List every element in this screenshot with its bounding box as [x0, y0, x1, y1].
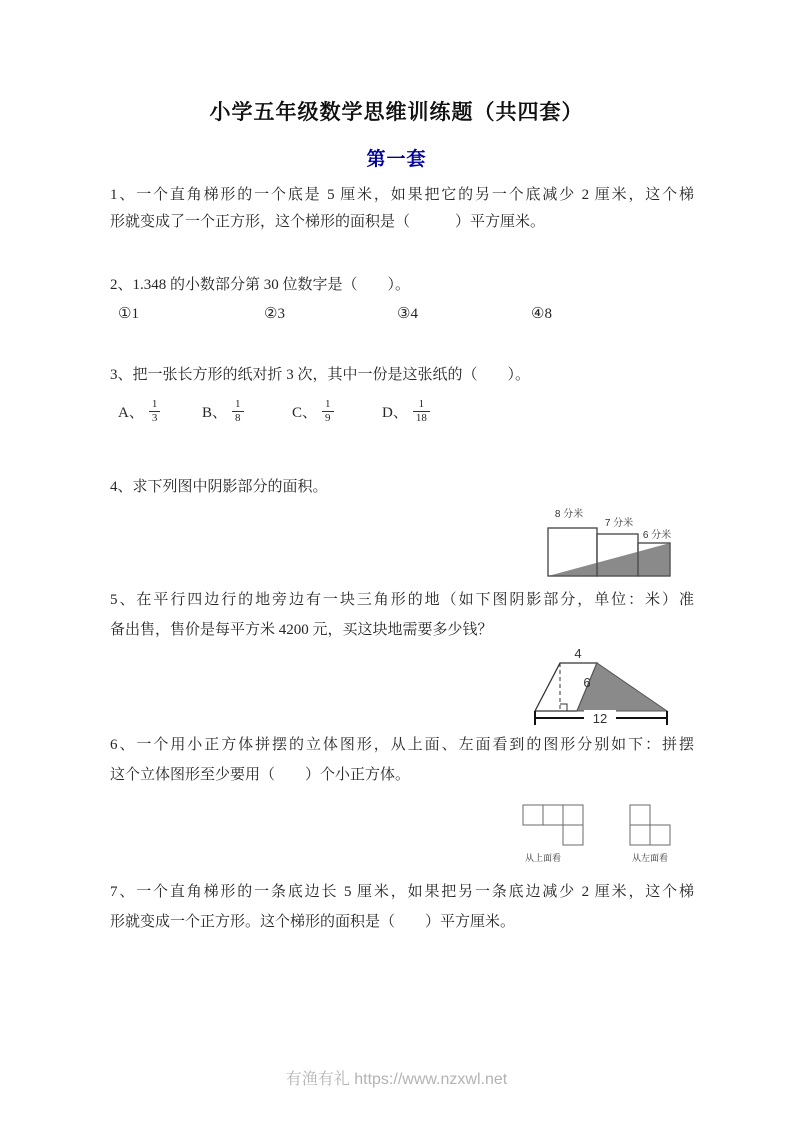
left-view-caption: 从左面看 — [631, 853, 669, 863]
q3-option-b — [202, 398, 244, 424]
question-1-line-1: 1、一个直角梯形的一个底是 5 厘米，如果把它的另一个底减少 2 厘米，这个梯 — [110, 187, 694, 203]
cell — [523, 805, 543, 825]
fraction: $\frac{1}{9}$ — [322, 398, 334, 424]
q2-option-4: ④8 — [531, 306, 552, 322]
q3-option-d — [382, 398, 430, 424]
question-5-line-1: 5、在平行四边行的地旁边有一块三角形的地（如下图阴影部分，单位：米）准 — [110, 592, 694, 608]
footer-watermark: 有渔有礼 https://www.nzxwl.net — [285, 1071, 508, 1088]
q5-land-figure — [528, 643, 678, 743]
q3-option-c — [292, 398, 334, 424]
question-7-line-2: 形就变成一个正方形。这个梯形的面积是（ ）平方厘米。 — [110, 914, 516, 930]
fraction: $\frac{1}{8}$ — [232, 398, 244, 424]
cell — [563, 825, 583, 845]
cell — [630, 825, 650, 845]
q3-option-a — [118, 398, 160, 424]
q3-option-c-label: C、 — [292, 404, 318, 421]
q6-left-view-figure — [626, 803, 696, 868]
top-view-caption: 从上面看 — [524, 853, 562, 863]
top-side-label: 4 — [574, 646, 582, 661]
page-title: 小学五年级数学思维训练题（共四套） — [209, 100, 584, 124]
q2-option-3: ③4 — [397, 306, 418, 322]
label-7dm: 7 分米 — [604, 518, 634, 529]
q6-top-view-figure — [521, 803, 591, 868]
base-label: 12 — [592, 711, 608, 726]
question-4-text: 4、求下列图中阴影部分的面积。 — [110, 479, 328, 495]
cell — [650, 825, 670, 845]
q3-option-b-label: B、 — [202, 404, 228, 421]
question-2-text: 2、1.348 的小数部分第 30 位数字是（ ）。 — [110, 277, 411, 293]
fraction: $\frac{1}{18}$ — [413, 398, 430, 424]
q3-option-a-label: A、 — [118, 404, 144, 421]
section-title: 第一套 — [366, 149, 427, 170]
q2-option-2: ②3 — [264, 306, 285, 322]
cell — [630, 805, 650, 825]
label-6dm: 6 分米 — [642, 530, 672, 541]
cell — [543, 805, 563, 825]
question-3-text: 3、把一张长方形的纸对折 3 次，其中一份是这张纸的（ ）。 — [110, 367, 531, 383]
label-8dm: 8 分米 — [554, 509, 584, 520]
q2-option-1: ①1 — [118, 306, 139, 322]
question-6-line-1: 6、一个用小正方体拼摆的立体图形，从上面、左面看到的图形分别如下：拼摆 — [110, 737, 694, 753]
question-7-line-1: 7、一个直角梯形的一条底边长 5 厘米，如果把另一条底边减少 2 厘米，这个梯 — [110, 884, 694, 900]
q4-shaded-area-figure — [538, 498, 698, 583]
q3-option-d-label: D、 — [382, 404, 408, 421]
question-5-line-2: 备出售，售价是每平方米 4200 元，买这块地需要多少钱？ — [110, 622, 493, 638]
question-1-line-2: 形就变成了一个正方形，这个梯形的面积是（ ）平方厘米。 — [110, 214, 546, 230]
height-label: 6 — [583, 675, 591, 690]
fraction: $\frac{1}{3}$ — [149, 398, 161, 424]
question-6-line-2: 这个立体图形至少要用（ ）个小正方体。 — [110, 767, 411, 783]
cell — [563, 805, 583, 825]
